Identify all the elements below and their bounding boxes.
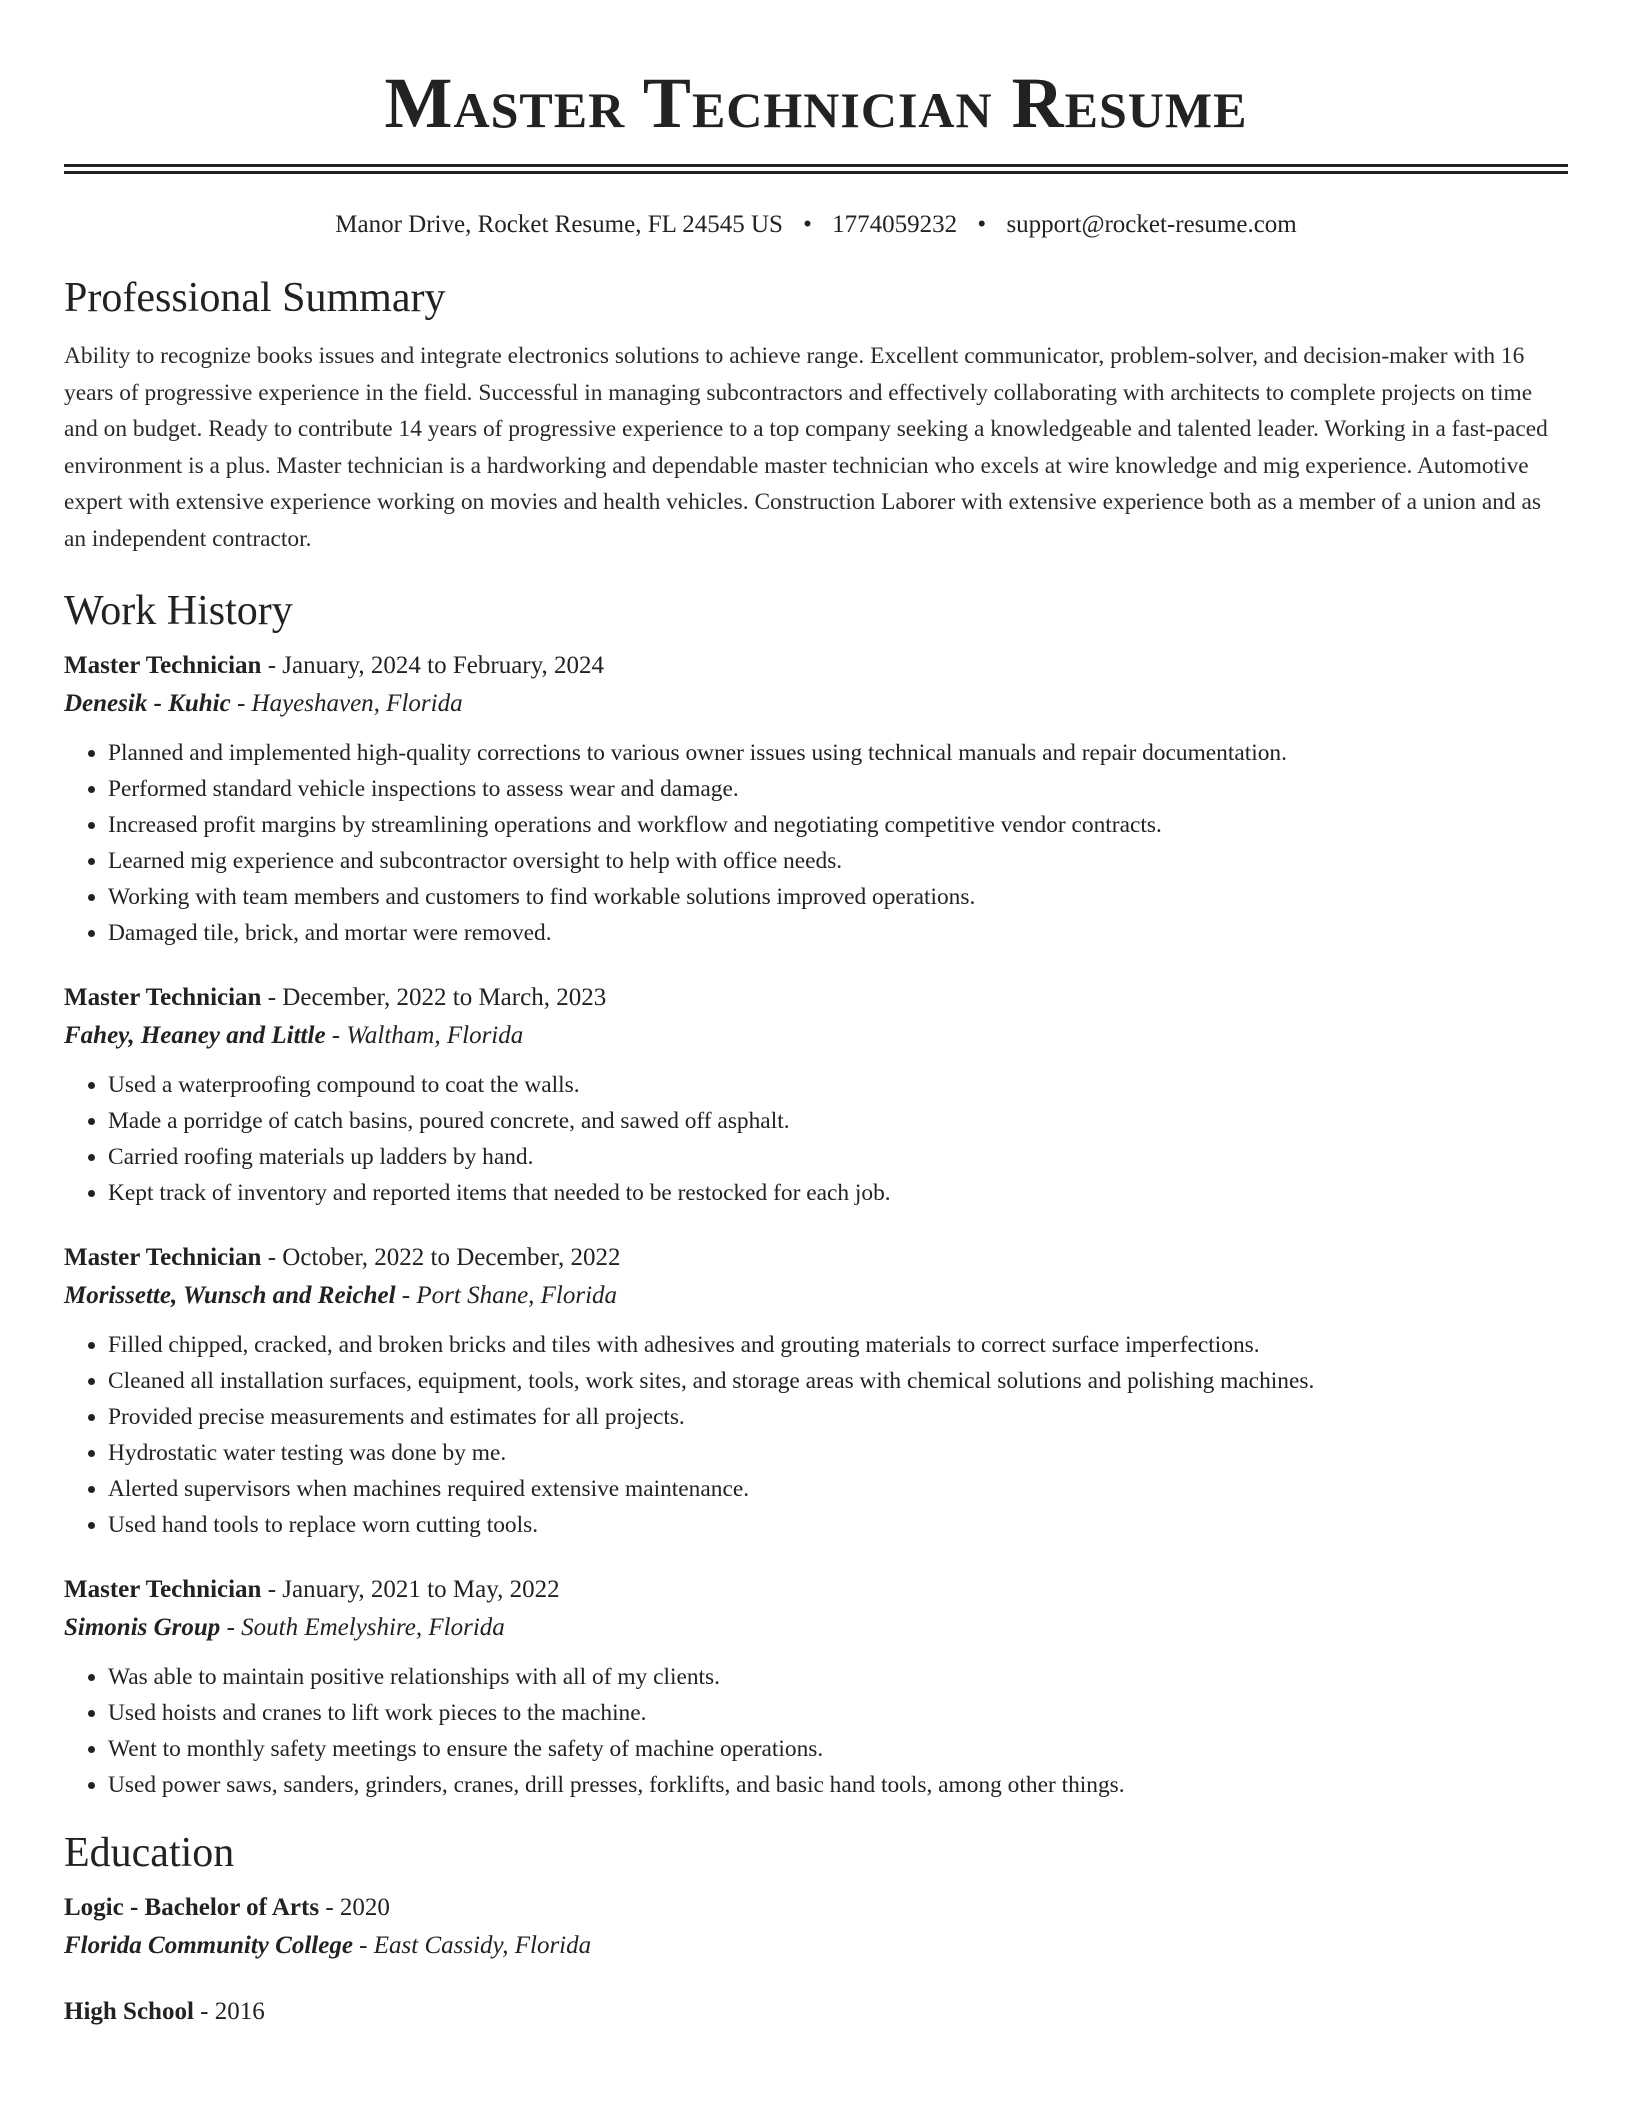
work-history-heading: Work History [64, 588, 293, 634]
education-degree-line [64, 1889, 1568, 1927]
list-item: • Used hand tools to replace worn cutting tools. [108, 1507, 1568, 1543]
education-location: - East Cassidy, Florida [352, 1932, 592, 1959]
contact-address: Manor Drive, Rocket Resume, FL 24545 US [335, 211, 783, 238]
contact-separator: • [803, 211, 812, 238]
list-item: • Filled chipped, cracked, and broken bricks and tiles with adhesives and grouting materials to correct surface imperfections. [108, 1327, 1568, 1363]
contact-separator: • [977, 211, 987, 238]
contact-email[interactable]: support@rocket-resume.com [1006, 211, 1297, 238]
list-item: • Used hoists and cranes to lift work pieces to the machine. [108, 1695, 1568, 1731]
job-title: Master Technician [64, 1244, 262, 1271]
education-heading: Education [64, 1830, 235, 1876]
job-company-line [64, 1609, 1568, 1647]
job-company-line [64, 1017, 1568, 1055]
education-school-line [64, 1927, 1568, 1965]
summary-text: Ability to recognize books issues and integrate electronics solutions to achieve range. Excellent communicator, problem-solver, and decision-maker with 16 years of progressive experience in the field. Successful in managing subcontractors and effectively collaborating with architects to complete projects on time and on budget. Ready to contribute 14 years of progressive experience to a top company seeking a knowledgeable and talented leader. Working in a fast-paced environment is a plus. Master technician is a hardworking and dependable master technician who excels at wire knowledge and mig experience. Automotive expert with extensive experience working on movies and health vehicles. Construction Laborer with extensive experience both as a member of a union and as an independent contractor. [64, 343, 1548, 552]
job-dates: - December, 2022 to March, 2023 [261, 984, 607, 1011]
job-entry [64, 1239, 1568, 1543]
job-bullets [64, 1327, 1568, 1543]
list-item: • Provided precise measurements and estimates for all projects. [108, 1399, 1568, 1435]
job-location: - Waltham, Florida [325, 1022, 524, 1049]
contact-phone[interactable]: 1774059232 [832, 211, 958, 238]
summary-heading: Professional Summary [64, 275, 446, 321]
job-dates: - October, 2022 to December, 2022 [261, 1244, 621, 1271]
job-location: - Hayeshaven, Florida [230, 690, 463, 717]
job-dates: - January, 2021 to May, 2022 [261, 1576, 560, 1603]
education-year: - 2016 [193, 1998, 265, 2025]
education-degree: Logic - Bachelor of Arts [64, 1894, 320, 1921]
job-company-line [64, 1277, 1568, 1315]
job-company: Fahey, Heaney and Little [64, 1022, 326, 1049]
list-item: • Alerted supervisors when machines required extensive maintenance. [108, 1471, 1568, 1507]
job-bullets [64, 1067, 1568, 1211]
job-title-line [64, 979, 1568, 1017]
list-item: • Made a porridge of catch basins, poured concrete, and sawed off asphalt. [108, 1103, 1568, 1139]
list-item: • Used power saws, sanders, grinders, cranes, drill presses, forklifts, and basic hand tools, among other things. [108, 1767, 1568, 1803]
job-location: - Port Shane, Florida [395, 1282, 618, 1309]
job-entry [64, 979, 1568, 1211]
job-company: Morissette, Wunsch and Reichel [64, 1282, 396, 1309]
job-title-line [64, 1239, 1568, 1277]
list-item: • Increased profit margins by streamlining operations and workflow and negotiating competitive vendor contracts. [108, 807, 1568, 843]
list-item: • Learned mig experience and subcontractor oversight to help with office needs. [108, 843, 1568, 879]
title-divider [64, 164, 1568, 174]
job-company: Simonis Group [64, 1614, 221, 1641]
list-item: • Was able to maintain positive relationships with all of my clients. [108, 1659, 1568, 1695]
job-bullets [64, 735, 1568, 951]
list-item: • Planned and implemented high-quality corrections to various owner issues using technical manuals and repair documentation. [108, 735, 1568, 771]
job-title: Master Technician [64, 1576, 262, 1603]
list-item: • Hydrostatic water testing was done by me. [108, 1435, 1568, 1471]
job-entry [64, 1571, 1568, 1803]
list-item: • Damaged tile, brick, and mortar were removed. [108, 915, 1568, 951]
job-location: - South Emelyshire, Florida [220, 1614, 505, 1641]
job-entry [64, 647, 1568, 951]
education-degree-line [64, 1993, 1568, 2031]
education-entry [64, 1993, 1568, 2031]
job-title-line [64, 1571, 1568, 1609]
list-item: • Went to monthly safety meetings to ensure the safety of machine operations. [108, 1731, 1568, 1767]
list-item: • Performed standard vehicle inspections to assess wear and damage. [108, 771, 1568, 807]
job-company: Denesik - Kuhic [64, 690, 231, 717]
job-bullets [64, 1659, 1568, 1803]
contact-line [64, 208, 1568, 242]
education-school: Florida Community College [64, 1932, 353, 1959]
job-title-line [64, 647, 1568, 685]
job-dates: - January, 2024 to February, 2024 [261, 652, 604, 679]
job-title: Master Technician [64, 652, 262, 679]
education-year: - 2020 [319, 1894, 390, 1921]
job-title: Master Technician [64, 984, 262, 1011]
education-degree: High School [64, 1998, 194, 2025]
list-item: • Cleaned all installation surfaces, equipment, tools, work sites, and storage areas with chemical solutions and polishing machines. [108, 1363, 1568, 1399]
job-company-line [64, 685, 1568, 723]
list-item: • Used a waterproofing compound to coat the walls. [108, 1067, 1568, 1103]
education-entry [64, 1889, 1568, 1965]
list-item: • Carried roofing materials up ladders by hand. [108, 1139, 1568, 1175]
list-item: • Kept track of inventory and reported items that needed to be restocked for each job. [108, 1175, 1568, 1211]
list-item: • Working with team members and customers to find workable solutions improved operations. [108, 879, 1568, 915]
resume-title: Master Technician Resume [384, 63, 1248, 143]
